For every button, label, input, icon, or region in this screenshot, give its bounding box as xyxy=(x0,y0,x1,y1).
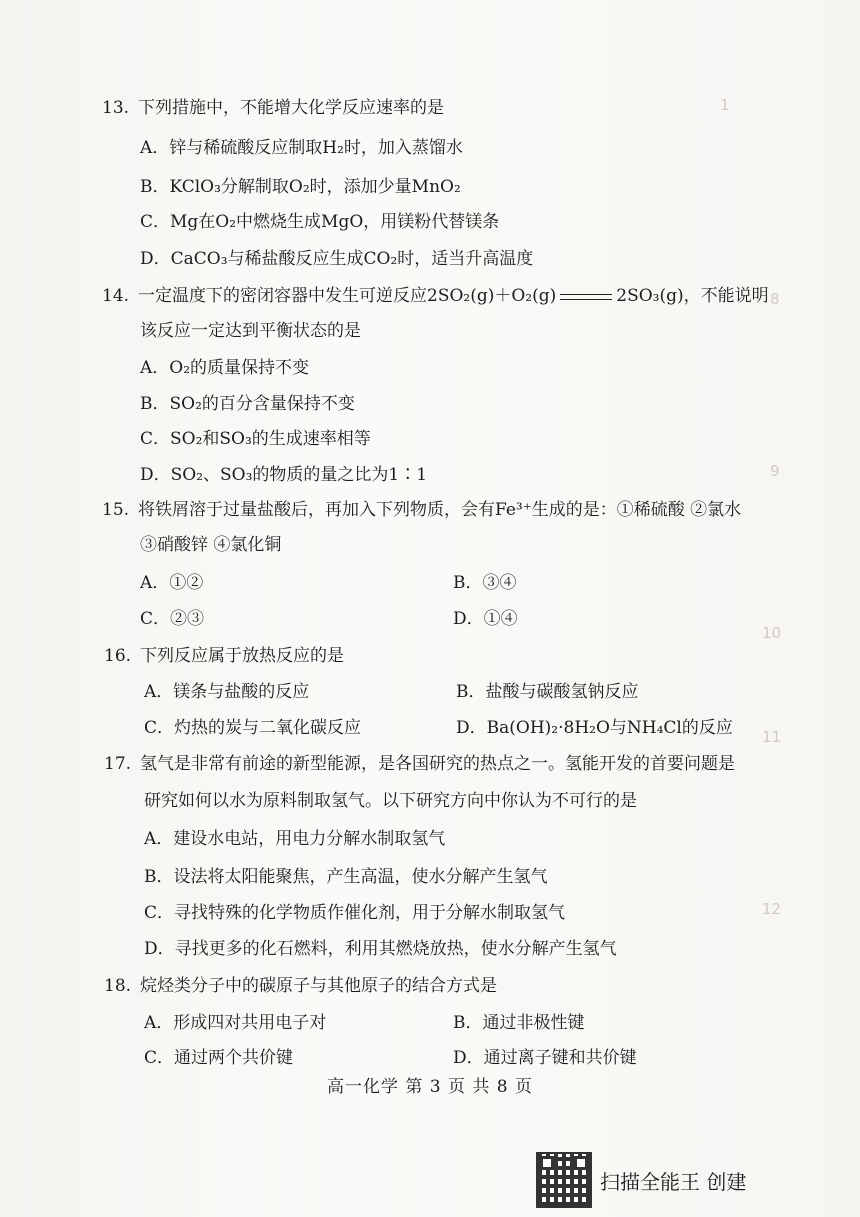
option-18b: B．通过非极性键 xyxy=(453,1013,585,1033)
option-18d: D．通过离子键和共价键 xyxy=(453,1048,637,1068)
question-stem: 下列反应属于放热反应的是 xyxy=(140,646,344,666)
option-15a: A．①② xyxy=(140,573,204,593)
question-stem: 将铁屑溶于过量盐酸后，再加入下列物质，会有Fe³⁺生成的是：①稀硫酸 ②氯水 xyxy=(138,500,742,520)
scanner-watermark: 扫描全能王 创建 xyxy=(600,1170,747,1194)
option-13a: A．锌与稀硫酸反应制取H₂时，加入蒸馏水 xyxy=(140,138,463,158)
option-18a: A．形成四对共用电子对 xyxy=(144,1013,327,1033)
question-stem: 烷烃类分子中的碳原子与其他原子的结合方式是 xyxy=(140,976,497,996)
option-17a: A．建设水电站，用电力分解水制取氢气 xyxy=(144,829,446,849)
question-number: 16. xyxy=(104,646,132,666)
bleed-through-mark: 1 xyxy=(720,96,730,114)
bleed-through-mark: 11 xyxy=(762,728,782,746)
option-15d: D．①④ xyxy=(453,609,518,629)
option-15b: B．③④ xyxy=(453,573,517,593)
question-13 xyxy=(102,97,444,119)
question-15 xyxy=(102,499,741,521)
option-13d: D．CaCO₃与稀盐酸反应生成CO₂时，适当升高温度 xyxy=(140,249,534,269)
question-stem: 下列措施中，不能增大化学反应速率的是 xyxy=(138,98,444,118)
question-number: 18. xyxy=(104,976,132,996)
question-14 xyxy=(102,285,769,307)
question-18 xyxy=(104,975,497,997)
option-14a: A．O₂的质量保持不变 xyxy=(140,358,310,378)
bleed-through-mark: 12 xyxy=(762,900,782,918)
option-17c: C．寻找特殊的化学物质作催化剂，用于分解水制取氢气 xyxy=(144,903,566,923)
reversible-arrow-icon xyxy=(560,292,612,302)
option-17b: B．设法将太阳能聚焦，产生高温，使水分解产生氢气 xyxy=(144,867,548,887)
option-13b: B．KClO₃分解制取O₂时，添加少量MnO₂ xyxy=(140,177,461,197)
option-13c: C．Mg在O₂中燃烧生成MgO，用镁粉代替镁条 xyxy=(140,212,500,232)
option-16b: B．盐酸与碳酸氢钠反应 xyxy=(456,682,639,702)
option-14d: D．SO₂、SO₃的物质的量之比为1∶1 xyxy=(140,465,428,485)
bleed-through-mark: 8 xyxy=(770,290,780,308)
option-14b: B．SO₂的百分含量保持不变 xyxy=(140,394,355,414)
question-stem: 一定温度下的密闭容器中发生可逆反应2SO₂(g)＋O₂(g) xyxy=(138,286,557,306)
page-footer: 高一化学 第 3 页 共 8 页 xyxy=(326,1077,534,1097)
option-16c: C．灼热的炭与二氧化碳反应 xyxy=(144,718,362,738)
bleed-through-mark: 10 xyxy=(762,624,782,642)
question-number: 15. xyxy=(102,500,130,520)
option-16d: D．Ba(OH)₂·8H₂O与NH₄Cl的反应 xyxy=(456,718,733,738)
bleed-through-mark: 9 xyxy=(770,462,780,480)
question-17-line2: 研究如何以水为原料制取氢气。以下研究方向中你认为不可行的是 xyxy=(144,791,637,811)
question-17 xyxy=(104,753,735,775)
option-18c: C．通过两个共价键 xyxy=(144,1048,294,1068)
question-number: 17. xyxy=(104,754,132,774)
question-stem-continued: 2SO₃(g)，不能说明 xyxy=(616,286,769,306)
question-stem: 氢气是非常有前途的新型能源，是各国研究的热点之一。氢能开发的首要问题是 xyxy=(140,754,735,774)
option-17d: D．寻找更多的化石燃料，利用其燃烧放热，使水分解产生氢气 xyxy=(144,939,617,959)
question-15-line2: ③硝酸锌 ④氯化铜 xyxy=(140,535,282,555)
option-15c: C．②③ xyxy=(140,609,205,629)
option-16a: A．镁条与盐酸的反应 xyxy=(144,682,310,702)
question-number: 14. xyxy=(102,286,130,306)
question-number: 13. xyxy=(102,98,130,118)
qr-code-icon xyxy=(536,1152,592,1208)
question-16 xyxy=(104,645,344,667)
question-14-line2: 该反应一定达到平衡状态的是 xyxy=(140,321,361,341)
option-14c: C．SO₂和SO₃的生成速率相等 xyxy=(140,429,371,449)
